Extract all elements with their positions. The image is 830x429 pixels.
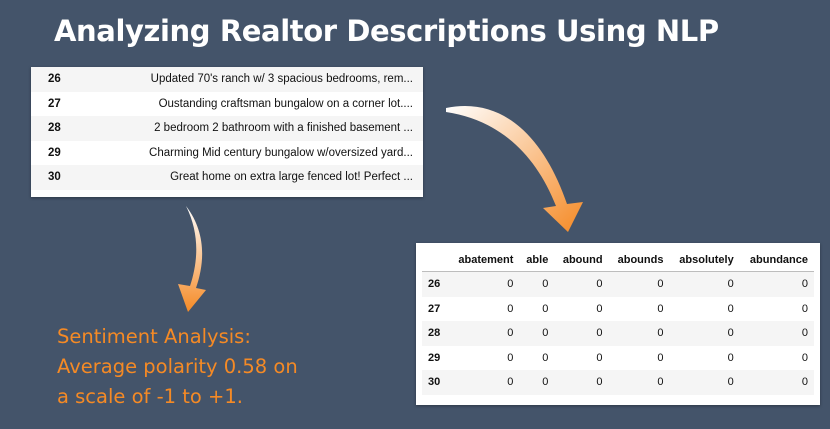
table-row xyxy=(422,370,814,395)
column-header: abatement xyxy=(448,249,519,272)
table-cell: 0 xyxy=(448,272,519,297)
column-header: abounds xyxy=(609,249,670,272)
table-cell: 0 xyxy=(609,272,670,297)
table-cell: 0 xyxy=(519,370,554,395)
table-cell: 0 xyxy=(507,351,514,364)
table-cell: 0 xyxy=(554,370,608,395)
table-row xyxy=(31,116,423,141)
description-text: Updated 70's ranch w/ 3 spacious bedrooms, rem... xyxy=(88,67,423,92)
table-row xyxy=(422,346,814,371)
description-text: 2 bedroom 2 bathroom with a finished basement ... xyxy=(88,116,423,141)
slide-title: Analyzing Realtor Descriptions Using NLP xyxy=(54,14,719,48)
table-cell: 0 xyxy=(542,302,549,315)
row-index: 27 xyxy=(48,97,61,110)
row-index: 28 xyxy=(422,321,448,346)
table-row xyxy=(31,165,423,190)
table-cell: 0 xyxy=(669,370,739,395)
description-text: Great home on extra large fenced lot! Perfect ... xyxy=(88,165,423,190)
row-index: 29 xyxy=(428,351,441,364)
table-cell: 0 xyxy=(609,321,670,346)
table-cell: 0 xyxy=(519,272,554,297)
sentiment-heading: Sentiment Analysis: xyxy=(57,325,251,348)
table-cell: 0 xyxy=(519,321,554,346)
table-cell: 0 xyxy=(740,321,814,346)
table-cell: 0 xyxy=(669,321,739,346)
column-header: abundance xyxy=(740,249,814,272)
table-cell: 0 xyxy=(609,370,670,395)
table-cell: 0 xyxy=(727,302,734,315)
sentiment-scale: a scale of -1 to +1. xyxy=(57,385,243,408)
table-cell: 0 xyxy=(657,302,664,315)
table-row xyxy=(31,67,423,92)
table-cell: 0 xyxy=(801,351,808,364)
table-cell: 0 xyxy=(669,272,739,297)
table-cell: 0 xyxy=(801,302,808,315)
table-cell: 0 xyxy=(727,351,734,364)
column-header: able xyxy=(519,249,554,272)
table-row xyxy=(422,321,814,346)
description-text: Charming Mid century bungalow w/oversized yard... xyxy=(149,146,413,159)
table-cell: 0 xyxy=(554,321,608,346)
row-index: 29 xyxy=(48,146,61,159)
table-cell: 0 xyxy=(740,272,814,297)
row-index: 28 xyxy=(31,116,88,141)
row-index: 30 xyxy=(422,370,448,395)
table-cell: 0 xyxy=(596,302,603,315)
sentiment-summary xyxy=(57,322,357,412)
descriptions-table xyxy=(31,67,423,197)
table-cell: 0 xyxy=(554,272,608,297)
row-index: 30 xyxy=(31,165,88,190)
row-index: 27 xyxy=(428,302,441,315)
row-index: 26 xyxy=(31,67,88,92)
table-cell: 0 xyxy=(596,351,603,364)
table-row xyxy=(31,141,423,166)
arrow-to-matrix xyxy=(446,106,583,232)
corner-header xyxy=(422,249,448,272)
table-cell: 0 xyxy=(740,370,814,395)
table-header-row xyxy=(422,249,814,272)
table-cell: 0 xyxy=(448,321,519,346)
table-cell: 0 xyxy=(507,302,514,315)
table-row xyxy=(422,272,814,297)
arrow-to-sentiment xyxy=(178,206,206,312)
word-count-matrix xyxy=(416,243,820,405)
column-header: absolutely xyxy=(669,249,739,272)
column-header: abound xyxy=(554,249,608,272)
row-index: 26 xyxy=(422,272,448,297)
table-cell: 0 xyxy=(657,351,664,364)
description-text: Oustanding craftsman bungalow on a corner lot.... xyxy=(158,97,413,110)
table-cell: 0 xyxy=(542,351,549,364)
sentiment-polarity: Average polarity 0.58 on xyxy=(57,355,298,378)
table-row xyxy=(31,92,423,117)
table-row xyxy=(422,297,814,322)
table-cell: 0 xyxy=(448,370,519,395)
